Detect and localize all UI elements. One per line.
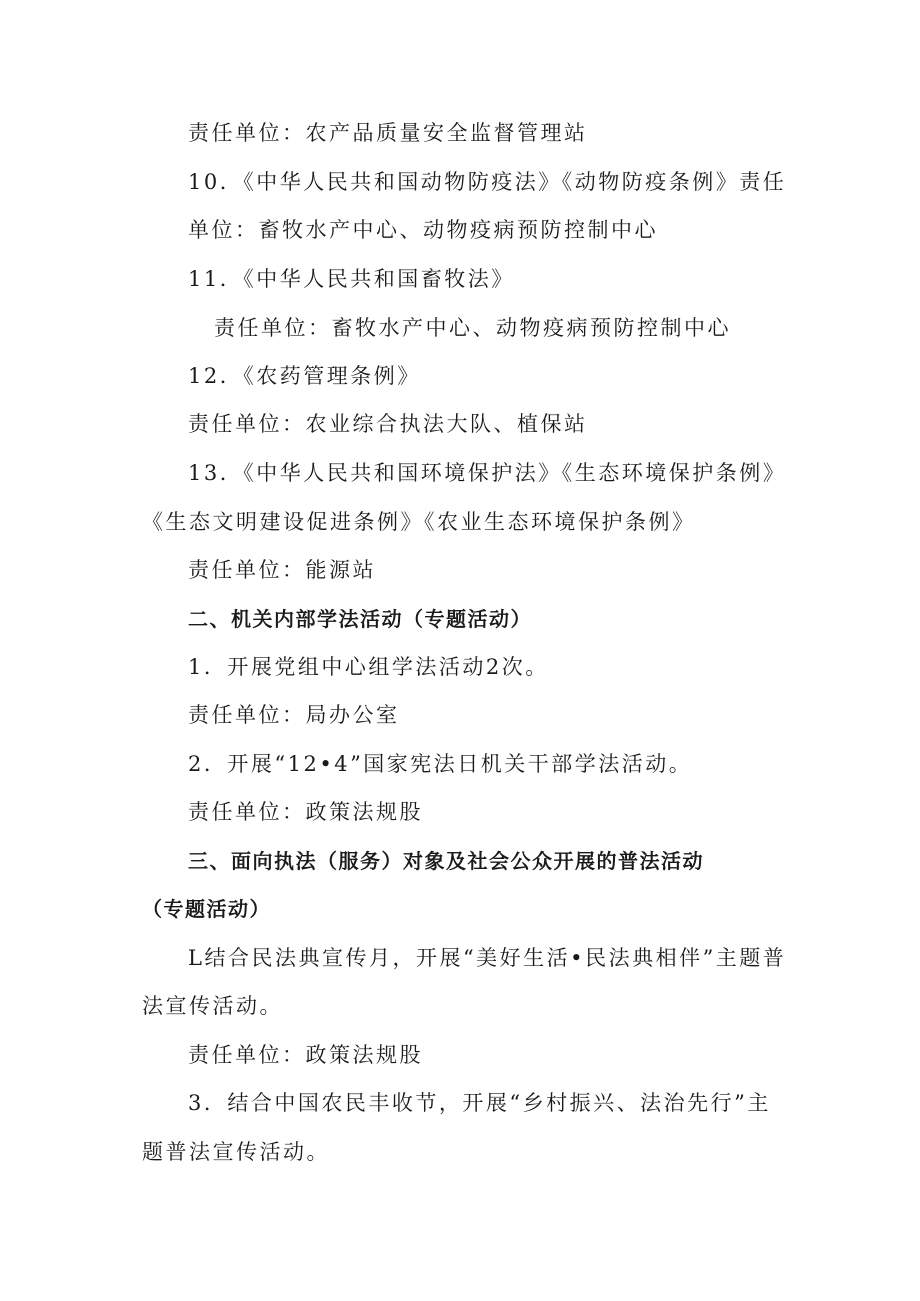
text-line: 责任单位：局办公室 — [188, 703, 400, 727]
text-line: 2．开展“12•4”国家宪法日机关干部学法活动。 — [188, 752, 693, 776]
text-line: 法宣传活动。 — [142, 994, 283, 1018]
section-heading-continuation: （专题活动） — [142, 897, 271, 921]
text-line: 责任单位：农产品质量安全监督管理站 — [188, 121, 588, 145]
text-line: 12．《农药管理条例》 — [188, 364, 421, 388]
text-line: 责任单位：农业综合执法大队、植保站 — [188, 412, 588, 436]
text-line: 责任单位：政策法规股 — [188, 1043, 423, 1067]
text-line: 单位：畜牧水产中心、动物疫病预防控制中心 — [188, 218, 658, 242]
text-line: 10．《中华人民共和国动物防疫法》《动物防疫条例》责任 — [188, 170, 787, 194]
section-heading: 三、面向执法（服务）对象及社会公众开展的普法活动 — [188, 849, 704, 873]
text-line: 《生态文明建设促进条例》《农业生态环境保护条例》 — [142, 510, 696, 534]
text-line: 3．结合中国农民丰收节，开展“乡村振兴、法治先行”主 — [188, 1091, 771, 1115]
text-line: 责任单位：畜牧水产中心、动物疫病预防控制中心 — [214, 316, 731, 340]
text-line: 题普法宣传活动。 — [142, 1140, 330, 1164]
text-line: 责任单位：能源站 — [188, 558, 376, 582]
text-line: 11．《中华人民共和国畜牧法》 — [188, 267, 515, 291]
text-line: 13．《中华人民共和国环境保护法》《生态环境保护条例》 — [188, 461, 787, 485]
section-heading: 二、机关内部学法活动（专题活动） — [188, 607, 532, 631]
text-line: L结合民法典宣传月，开展“美好生活•民法典相伴”主题普 — [188, 946, 787, 970]
text-line: 责任单位：政策法规股 — [188, 800, 423, 824]
text-line: 1．开展党组中心组学法活动2次。 — [188, 655, 549, 679]
